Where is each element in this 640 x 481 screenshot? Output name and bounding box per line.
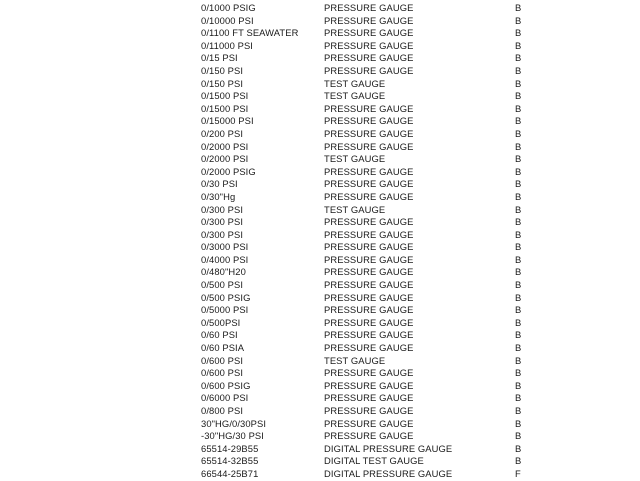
table-row — [200, 40, 530, 53]
gauge-range-cell: 0/500 PSI — [201, 279, 244, 291]
gauge-description-cell: PRESSURE GAUGE — [324, 417, 414, 429]
gauge-range-cell: -30"HG/30 PSI — [201, 430, 264, 442]
gauge-range-cell: 0/2000 PSIG — [201, 165, 256, 177]
gauge-code-cell: B — [515, 417, 522, 429]
table-row — [200, 115, 530, 128]
gauge-code-cell: B — [515, 279, 522, 291]
table-row — [200, 191, 530, 204]
gauge-code-cell: B — [515, 291, 522, 303]
gauge-code-cell: B — [515, 190, 522, 202]
gauge-list-table — [200, 2, 530, 481]
gauge-range-cell: 0/200 PSI — [201, 127, 244, 139]
gauge-description-cell: TEST GAUGE — [324, 90, 386, 102]
table-row — [200, 430, 530, 443]
table-row — [200, 266, 530, 279]
gauge-range-cell: 0/2000 PSI — [201, 140, 249, 152]
gauge-description-cell: PRESSURE GAUGE — [324, 304, 414, 316]
table-row — [200, 304, 530, 317]
gauge-range-cell: 0/500PSI — [201, 316, 241, 328]
gauge-code-cell: B — [515, 27, 522, 39]
gauge-description-cell: PRESSURE GAUGE — [324, 52, 414, 64]
table-row — [200, 141, 530, 154]
gauge-description-cell: TEST GAUGE — [324, 354, 386, 366]
gauge-description-cell: PRESSURE GAUGE — [324, 266, 414, 278]
gauge-range-cell: 0/60 PSIA — [201, 342, 245, 354]
gauge-code-cell: B — [515, 203, 522, 215]
gauge-description-cell: TEST GAUGE — [324, 153, 386, 165]
gauge-code-cell: B — [515, 140, 522, 152]
gauge-code-cell: B — [515, 52, 522, 64]
table-row — [200, 443, 530, 456]
gauge-code-cell: B — [515, 102, 522, 114]
gauge-description-cell: DIGITAL PRESSURE GAUGE — [324, 442, 453, 454]
gauge-description-cell: PRESSURE GAUGE — [324, 165, 414, 177]
table-row — [200, 342, 530, 355]
gauge-description-cell: TEST GAUGE — [324, 77, 386, 89]
table-row — [200, 78, 530, 91]
gauge-description-cell: PRESSURE GAUGE — [324, 2, 414, 13]
gauge-description-cell: PRESSURE GAUGE — [324, 14, 414, 26]
table-row — [200, 2, 530, 15]
gauge-code-cell: B — [515, 354, 522, 366]
gauge-range-cell: 0/60 PSI — [201, 329, 238, 341]
gauge-description-cell: PRESSURE GAUGE — [324, 379, 414, 391]
table-row — [200, 15, 530, 28]
gauge-code-cell: B — [515, 253, 522, 265]
gauge-range-cell: 0/300 PSI — [201, 228, 244, 240]
gauge-range-cell: 0/500 PSIG — [201, 291, 251, 303]
gauge-range-cell: 0/30"Hg — [201, 190, 236, 202]
table-row — [200, 279, 530, 292]
table-row — [200, 292, 530, 305]
table-row — [200, 52, 530, 65]
gauge-code-cell: B — [515, 178, 522, 190]
gauge-description-cell: PRESSURE GAUGE — [324, 27, 414, 39]
table-row — [200, 468, 530, 481]
gauge-code-cell: B — [515, 39, 522, 51]
gauge-description-cell: PRESSURE GAUGE — [324, 190, 414, 202]
gauge-range-cell: 0/1000 PSIG — [201, 2, 256, 13]
gauge-code-cell: B — [515, 2, 522, 13]
table-row — [200, 204, 530, 217]
table-row — [200, 392, 530, 405]
gauge-description-cell: PRESSURE GAUGE — [324, 39, 414, 51]
gauge-description-cell: TEST GAUGE — [324, 203, 386, 215]
table-row — [200, 65, 530, 78]
table-row — [200, 355, 530, 368]
gauge-range-cell: 0/150 PSI — [201, 64, 244, 76]
gauge-code-cell: B — [515, 241, 522, 253]
gauge-code-cell: B — [515, 115, 522, 127]
table-row — [200, 317, 530, 330]
gauge-code-cell: B — [515, 342, 522, 354]
gauge-description-cell: PRESSURE GAUGE — [324, 127, 414, 139]
gauge-description-cell: PRESSURE GAUGE — [324, 405, 414, 416]
gauge-description-cell: PRESSURE GAUGE — [324, 102, 414, 114]
table-row — [200, 90, 530, 103]
table-row — [200, 367, 530, 380]
gauge-code-cell: B — [515, 367, 522, 379]
table-row — [200, 153, 530, 166]
gauge-description-cell: PRESSURE GAUGE — [324, 329, 414, 341]
gauge-code-cell: B — [515, 455, 522, 467]
gauge-description-cell: PRESSURE GAUGE — [324, 316, 414, 328]
gauge-range-cell: 0/800 PSI — [201, 405, 244, 416]
gauge-description-cell: PRESSURE GAUGE — [324, 115, 414, 127]
gauge-range-cell: 0/15000 PSI — [201, 115, 254, 127]
gauge-range-cell: 0/3000 PSI — [201, 241, 249, 253]
gauge-range-cell: 0/5000 PSI — [201, 304, 249, 316]
table-row — [200, 380, 530, 393]
gauge-code-cell: B — [515, 165, 522, 177]
gauge-description-cell: PRESSURE GAUGE — [324, 253, 414, 265]
gauge-description-cell: PRESSURE GAUGE — [324, 178, 414, 190]
table-row — [200, 241, 530, 254]
gauge-range-cell: 65514-29B55 — [201, 442, 259, 454]
table-row — [200, 254, 530, 267]
gauge-code-cell: B — [515, 266, 522, 278]
gauge-description-cell: PRESSURE GAUGE — [324, 367, 414, 379]
gauge-range-cell: 0/1500 PSI — [201, 102, 249, 114]
gauge-description-cell: PRESSURE GAUGE — [324, 279, 414, 291]
table-row — [200, 405, 530, 418]
gauge-description-cell: PRESSURE GAUGE — [324, 342, 414, 354]
gauge-range-cell: 0/2000 PSI — [201, 153, 249, 165]
gauge-range-cell: 0/300 PSI — [201, 216, 244, 228]
gauge-range-cell: 0/30 PSI — [201, 178, 238, 190]
gauge-range-cell: 0/10000 PSI — [201, 14, 254, 26]
gauge-code-cell: B — [515, 14, 522, 26]
gauge-range-cell: 65514-32B55 — [201, 455, 259, 467]
gauge-code-cell: B — [515, 430, 522, 442]
gauge-code-cell: B — [515, 329, 522, 341]
gauge-description-cell: PRESSURE GAUGE — [324, 216, 414, 228]
gauge-code-cell: B — [515, 405, 522, 416]
gauge-code-cell: B — [515, 216, 522, 228]
gauge-code-cell: B — [515, 127, 522, 139]
gauge-range-cell: 0/480"H20 — [201, 266, 246, 278]
gauge-code-cell: B — [515, 153, 522, 165]
gauge-code-cell: B — [515, 316, 522, 328]
table-row — [200, 27, 530, 40]
gauge-description-cell: PRESSURE GAUGE — [324, 430, 414, 442]
table-row — [200, 229, 530, 242]
gauge-range-cell: 0/15 PSI — [201, 52, 238, 64]
gauge-code-cell: B — [515, 228, 522, 240]
gauge-range-cell: 0/1500 PSI — [201, 90, 249, 102]
gauge-range-cell: 0/4000 PSI — [201, 253, 249, 265]
table-row — [200, 103, 530, 116]
gauge-range-cell: 0/11000 PSI — [201, 39, 254, 51]
gauge-description-cell: PRESSURE GAUGE — [324, 64, 414, 76]
gauge-code-cell: B — [515, 442, 522, 454]
gauge-range-cell: 0/600 PSI — [201, 367, 244, 379]
gauge-range-cell: 0/300 PSI — [201, 203, 244, 215]
gauge-description-cell: PRESSURE GAUGE — [324, 241, 414, 253]
gauge-code-cell: F — [515, 467, 521, 479]
gauge-description-cell: PRESSURE GAUGE — [324, 228, 414, 240]
table-row — [200, 178, 530, 191]
gauge-description-cell: PRESSURE GAUGE — [324, 392, 414, 404]
gauge-range-cell: 0/150 PSI — [201, 77, 244, 89]
gauge-description-cell: PRESSURE GAUGE — [324, 291, 414, 303]
gauge-range-cell: 0/1100 FT SEAWATER — [201, 27, 299, 39]
gauge-code-cell: B — [515, 379, 522, 391]
table-row — [200, 329, 530, 342]
gauge-description-cell: DIGITAL PRESSURE GAUGE — [324, 467, 453, 479]
gauge-range-cell: 66544-25B71 — [201, 467, 259, 479]
gauge-code-cell: B — [515, 90, 522, 102]
table-row — [200, 216, 530, 229]
gauge-description-cell: DIGITAL TEST GAUGE — [324, 455, 424, 467]
gauge-range-cell: 0/600 PSIG — [201, 379, 251, 391]
table-row — [200, 128, 530, 141]
table-row — [200, 166, 530, 179]
table-row — [200, 418, 530, 431]
table-row — [200, 455, 530, 468]
gauge-range-cell: 0/600 PSI — [201, 354, 244, 366]
gauge-range-cell: 0/6000 PSI — [201, 392, 249, 404]
gauge-description-cell: PRESSURE GAUGE — [324, 140, 414, 152]
gauge-range-cell: 30"HG/0/30PSI — [201, 417, 267, 429]
gauge-code-cell: B — [515, 304, 522, 316]
gauge-code-cell: B — [515, 77, 522, 89]
gauge-code-cell: B — [515, 64, 522, 76]
gauge-code-cell: B — [515, 392, 522, 404]
